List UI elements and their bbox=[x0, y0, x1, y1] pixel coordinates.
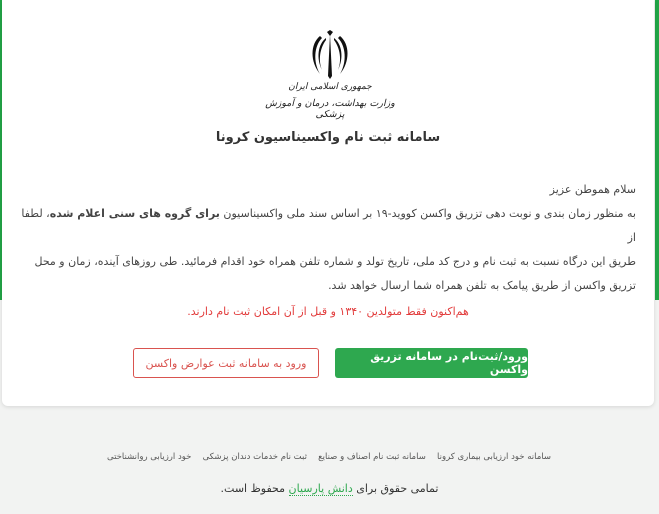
intro-line-1-start: به منظور زمان بندی و نوبت دهی تزریق واکسن کووید-۱۹ بر اساس سند ملی واکسیناسیون bbox=[219, 207, 636, 220]
header-subtitle-ministry: وزارت بهداشت، درمان و آموزش پزشکی bbox=[265, 98, 395, 120]
intro-text bbox=[20, 178, 636, 298]
register-vaccine-button[interactable]: ورود/ثبت‌نام در سامانه تزریق واکسن bbox=[335, 348, 528, 378]
main-card bbox=[2, 0, 654, 406]
intro-line-3: تزریق واکسن از طریق پیامک به تلفن همراه شما ارسال خواهد شد. bbox=[328, 279, 636, 292]
footer-links bbox=[107, 452, 551, 462]
copyright-end: محفوظ است. bbox=[220, 482, 289, 495]
right-accent-bar bbox=[655, 0, 659, 300]
copyright-start: تمامی حقوق برای bbox=[352, 482, 439, 495]
intro-line-1-bold: برای گروه های سنی اعلام شده bbox=[49, 207, 220, 220]
side-effects-button[interactable]: ورود به سامانه ثبت عوارض واکسن bbox=[133, 348, 319, 378]
greeting: سلام هموطن عزیز bbox=[549, 183, 636, 196]
footer-link-dental-services[interactable]: ثبت نام خدمات دندان پزشکی bbox=[202, 452, 307, 462]
intro-line-2: طریق این درگاه نسبت به ثبت نام و درج کد ملی، تاریخ تولد و شماره تلفن همراه خود اقدام فرمائید. طی روزهای آینده، زمان و محل bbox=[34, 255, 636, 268]
copyright bbox=[0, 482, 659, 495]
footer-link-guilds-registration[interactable]: سامانه ثبت نام اصناف و صنایع bbox=[318, 452, 426, 462]
footer-link-corona-self-assessment[interactable]: سامانه خود ارزیابی بیماری کرونا bbox=[437, 452, 551, 462]
copyright-link[interactable]: دانش پارسیان bbox=[288, 482, 353, 495]
iran-emblem-icon bbox=[308, 30, 352, 80]
intro-line-1 bbox=[20, 202, 636, 250]
page-title: سامانه ثبت نام واکسیناسیون کرونا bbox=[215, 130, 441, 145]
intro-line-1-end: ، لطفا از bbox=[21, 207, 636, 244]
footer-link-psychological-assessment[interactable]: خود ارزیابی روانشناختی bbox=[107, 452, 192, 462]
header-subtitle-country: جمهوری اسلامی ایران bbox=[288, 82, 372, 92]
eligibility-notice: هم‌اکنون فقط متولدین ۱۳۴۰ و قبل از آن امکان ثبت نام دارند. bbox=[187, 305, 469, 318]
